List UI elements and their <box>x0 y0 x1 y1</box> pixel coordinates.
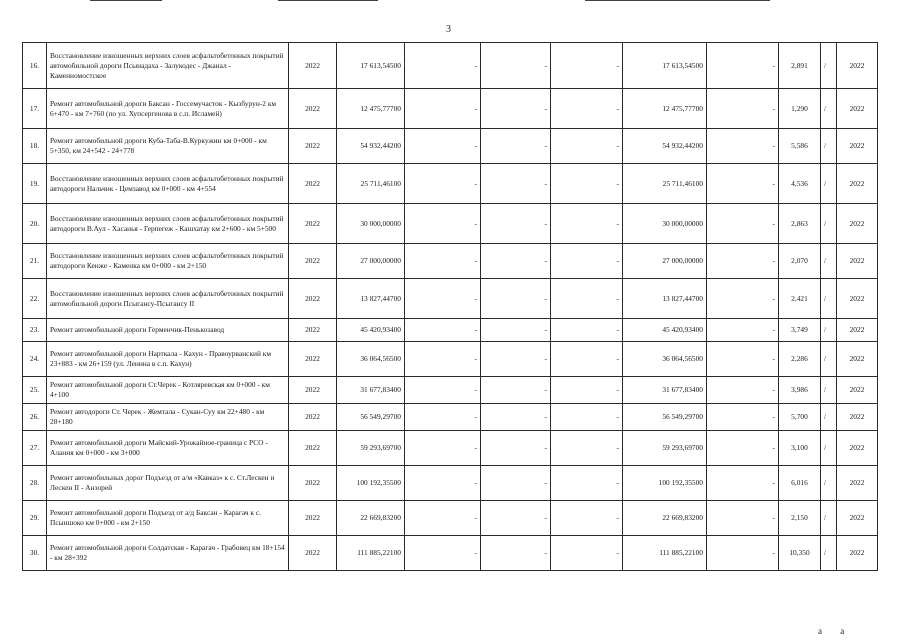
other-funds-cell: - <box>707 129 779 164</box>
total-cost-cell: 22 669,83200 <box>337 501 405 536</box>
road-fund-cell: 56 549,29700 <box>623 404 707 431</box>
total-cost-cell: 56 549,29700 <box>337 404 405 431</box>
completion-year-cell: 2022 <box>837 501 878 536</box>
length-km-cell: 2,286 <box>779 342 821 377</box>
length-km-cell: 3,986 <box>779 377 821 404</box>
federal-funds-cell: - <box>405 279 481 319</box>
separator-cell: / <box>821 244 837 279</box>
start-year-cell: 2022 <box>289 466 337 501</box>
total-cost-cell: 54 932,44200 <box>337 129 405 164</box>
length-km-cell: 3,100 <box>779 431 821 466</box>
total-cost-cell: 13 827,44700 <box>337 279 405 319</box>
local-funds-cell: - <box>551 164 623 204</box>
road-fund-cell: 27 000,00000 <box>623 244 707 279</box>
row-number-cell: 24. <box>23 342 47 377</box>
table-row <box>23 404 878 431</box>
completion-year-cell: 2022 <box>837 431 878 466</box>
completion-year-cell: 2022 <box>837 342 878 377</box>
other-funds-cell: - <box>707 43 779 89</box>
road-fund-cell: 45 420,93400 <box>623 319 707 342</box>
other-funds-cell: - <box>707 466 779 501</box>
regional-funds-cell: - <box>481 43 551 89</box>
other-funds-cell: - <box>707 279 779 319</box>
regional-funds-cell: - <box>481 279 551 319</box>
separator-cell: / <box>821 279 837 319</box>
federal-funds-cell: - <box>405 244 481 279</box>
start-year-cell: 2022 <box>289 377 337 404</box>
completion-year-cell: 2022 <box>837 404 878 431</box>
separator-cell: / <box>821 204 837 244</box>
other-funds-cell: - <box>707 204 779 244</box>
completion-year-cell: 2022 <box>837 129 878 164</box>
separator-cell: / <box>821 536 837 571</box>
length-km-cell: 2,421 <box>779 279 821 319</box>
start-year-cell: 2022 <box>289 43 337 89</box>
completion-year-cell: 2022 <box>837 164 878 204</box>
completion-year-cell: 2022 <box>837 89 878 129</box>
length-km-cell: 2,070 <box>779 244 821 279</box>
other-funds-cell: - <box>707 536 779 571</box>
table-row <box>23 129 878 164</box>
row-number-cell: 16. <box>23 43 47 89</box>
length-km-cell: 1,290 <box>779 89 821 129</box>
length-km-cell: 10,350 <box>779 536 821 571</box>
regional-funds-cell: - <box>481 319 551 342</box>
total-cost-cell: 12 475,77700 <box>337 89 405 129</box>
local-funds-cell: - <box>551 244 623 279</box>
table-row <box>23 204 878 244</box>
road-name-cell: Ремонт автодороги Ст. Черек - Жемтала - Сукан-Суу км 22+480 - км 28+180 <box>47 404 289 431</box>
start-year-cell: 2022 <box>289 319 337 342</box>
start-year-cell: 2022 <box>289 244 337 279</box>
length-km-cell: 3,749 <box>779 319 821 342</box>
federal-funds-cell: - <box>405 204 481 244</box>
row-number-cell: 26. <box>23 404 47 431</box>
other-funds-cell: - <box>707 501 779 536</box>
row-number-cell: 18. <box>23 129 47 164</box>
road-name-cell: Ремонт автомобильной дороги Герменчик-Пенькозавод <box>47 319 289 342</box>
separator-cell: / <box>821 129 837 164</box>
start-year-cell: 2022 <box>289 129 337 164</box>
length-km-cell: 2,863 <box>779 204 821 244</box>
road-fund-cell: 30 000,00000 <box>623 204 707 244</box>
table-body <box>23 43 878 571</box>
road-fund-cell: 100 192,35500 <box>623 466 707 501</box>
start-year-cell: 2022 <box>289 279 337 319</box>
road-name-cell: Ремонт автомобильной дороги Ст.Черек - Котляревская км 0+000 - км 4+100 <box>47 377 289 404</box>
road-fund-cell: 25 711,46100 <box>623 164 707 204</box>
row-number-cell: 17. <box>23 89 47 129</box>
total-cost-cell: 27 000,00000 <box>337 244 405 279</box>
completion-year-cell: 2022 <box>837 244 878 279</box>
road-fund-cell: 59 293,69700 <box>623 431 707 466</box>
table-row <box>23 536 878 571</box>
header-rule-left <box>90 0 162 1</box>
separator-cell: / <box>821 377 837 404</box>
federal-funds-cell: - <box>405 43 481 89</box>
total-cost-cell: 59 293,69700 <box>337 431 405 466</box>
federal-funds-cell: - <box>405 164 481 204</box>
completion-year-cell: 2022 <box>837 466 878 501</box>
other-funds-cell: - <box>707 89 779 129</box>
road-name-cell: Восстановление изношенных верхних слоев асфальтобетонных покрытий автодороги Кенже - Каменка км 0+000 - км 2+150 <box>47 244 289 279</box>
start-year-cell: 2022 <box>289 342 337 377</box>
regional-funds-cell: - <box>481 404 551 431</box>
start-year-cell: 2022 <box>289 89 337 129</box>
regional-funds-cell: - <box>481 377 551 404</box>
separator-cell: / <box>821 501 837 536</box>
separator-cell: / <box>821 43 837 89</box>
table-row <box>23 501 878 536</box>
table-row <box>23 279 878 319</box>
other-funds-cell: - <box>707 319 779 342</box>
regional-funds-cell: - <box>481 89 551 129</box>
local-funds-cell: - <box>551 43 623 89</box>
separator-cell: / <box>821 404 837 431</box>
start-year-cell: 2022 <box>289 536 337 571</box>
other-funds-cell: - <box>707 377 779 404</box>
road-fund-cell: 12 475,77700 <box>623 89 707 129</box>
total-cost-cell: 25 711,46100 <box>337 164 405 204</box>
road-fund-cell: 17 613,54500 <box>623 43 707 89</box>
regional-funds-cell: - <box>481 204 551 244</box>
road-name-cell: Ремонт автомобильной дороги Баксан - Госсемучасток - Кызбурун-2 км 6+470 - км 7+760 (по ул. Хупсергенова в с.п. Исламей) <box>47 89 289 129</box>
federal-funds-cell: - <box>405 501 481 536</box>
total-cost-cell: 100 192,35500 <box>337 466 405 501</box>
local-funds-cell: - <box>551 404 623 431</box>
road-name-cell: Ремонт автомобильной дороги Подъезд от а/д Баксан - Карагач к с. Псыншоко км 0+000 - км 2+150 <box>47 501 289 536</box>
length-km-cell: 5,586 <box>779 129 821 164</box>
road-name-cell: Восстановление изношенных верхних слоев асфальтобетонных покрытий автомобильной дороги Псыгансу-Псыгансу II <box>47 279 289 319</box>
row-number-cell: 28. <box>23 466 47 501</box>
road-name-cell: Ремонт автомобильной дороги Куба-Таба-В.Куркужин км 0+000 - км 5+350, км 24+542 - 24+778 <box>47 129 289 164</box>
start-year-cell: 2022 <box>289 431 337 466</box>
road-name-cell: Восстановление изношенных верхних слоев асфальтобетонных покрытий автомобильной дороги Псынадаха - Залукодес - Джанал - Каменномостское <box>47 43 289 89</box>
table-row <box>23 244 878 279</box>
separator-cell: / <box>821 164 837 204</box>
local-funds-cell: - <box>551 129 623 164</box>
table-row <box>23 342 878 377</box>
road-name-cell: Ремонт автомобильной дороги Солдатская - Карагач - Грабовец км 18+154 - км 28+392 <box>47 536 289 571</box>
separator-cell: / <box>821 319 837 342</box>
length-km-cell: 2,891 <box>779 43 821 89</box>
local-funds-cell: - <box>551 536 623 571</box>
completion-year-cell: 2022 <box>837 377 878 404</box>
regional-funds-cell: - <box>481 466 551 501</box>
federal-funds-cell: - <box>405 129 481 164</box>
length-km-cell: 2,150 <box>779 501 821 536</box>
table-row <box>23 164 878 204</box>
row-number-cell: 23. <box>23 319 47 342</box>
federal-funds-cell: - <box>405 536 481 571</box>
regional-funds-cell: - <box>481 342 551 377</box>
local-funds-cell: - <box>551 431 623 466</box>
local-funds-cell: - <box>551 466 623 501</box>
other-funds-cell: - <box>707 164 779 204</box>
completion-year-cell: 2022 <box>837 319 878 342</box>
separator-cell: / <box>821 342 837 377</box>
header-rule-middle <box>278 0 378 1</box>
table-row <box>23 377 878 404</box>
regional-funds-cell: - <box>481 244 551 279</box>
road-name-cell: Ремонт автомобильной дороги Майский-Урожайное-граница с РСО - Алания км 0+000 - км 3+000 <box>47 431 289 466</box>
length-km-cell: 5,700 <box>779 404 821 431</box>
road-fund-cell: 111 885,22100 <box>623 536 707 571</box>
regional-funds-cell: - <box>481 164 551 204</box>
local-funds-cell: - <box>551 342 623 377</box>
federal-funds-cell: - <box>405 342 481 377</box>
road-fund-cell: 31 677,83400 <box>623 377 707 404</box>
road-fund-cell: 22 669,83200 <box>623 501 707 536</box>
local-funds-cell: - <box>551 89 623 129</box>
completion-year-cell: 2022 <box>837 204 878 244</box>
completion-year-cell: 2022 <box>837 536 878 571</box>
local-funds-cell: - <box>551 319 623 342</box>
local-funds-cell: - <box>551 501 623 536</box>
table-row <box>23 43 878 89</box>
other-funds-cell: - <box>707 244 779 279</box>
road-name-cell: Ремонт автомобильных дорог Подъезд от а/м «Кавказ» к с. Ст.Лескен и Лескен II - Анзорей <box>47 466 289 501</box>
length-km-cell: 4,536 <box>779 164 821 204</box>
other-funds-cell: - <box>707 431 779 466</box>
row-number-cell: 19. <box>23 164 47 204</box>
row-number-cell: 22. <box>23 279 47 319</box>
length-km-cell: 6,016 <box>779 466 821 501</box>
total-cost-cell: 45 420,93400 <box>337 319 405 342</box>
federal-funds-cell: - <box>405 466 481 501</box>
separator-cell: / <box>821 89 837 129</box>
completion-year-cell: 2022 <box>837 279 878 319</box>
start-year-cell: 2022 <box>289 501 337 536</box>
local-funds-cell: - <box>551 279 623 319</box>
federal-funds-cell: - <box>405 377 481 404</box>
other-funds-cell: - <box>707 342 779 377</box>
road-name-cell: Ремонт автомобильной дороги Нарткала - Кахун - Правоурванский км 23+883 - км 26+159 (ул. Ленина в с.п. Кахун) <box>47 342 289 377</box>
road-name-cell: Восстановление изношенных верхних слоев асфальтобетонных покрытий автодороги В.Аул - Хасанья - Герпегеж - Кашхатау км 2+600 - км 5+500 <box>47 204 289 244</box>
federal-funds-cell: - <box>405 319 481 342</box>
row-number-cell: 29. <box>23 501 47 536</box>
start-year-cell: 2022 <box>289 204 337 244</box>
regional-funds-cell: - <box>481 536 551 571</box>
table-row <box>23 89 878 129</box>
table-row <box>23 466 878 501</box>
federal-funds-cell: - <box>405 431 481 466</box>
row-number-cell: 25. <box>23 377 47 404</box>
road-fund-cell: 13 827,44700 <box>623 279 707 319</box>
row-number-cell: 20. <box>23 204 47 244</box>
table-row <box>23 319 878 342</box>
separator-cell: / <box>821 466 837 501</box>
regional-funds-cell: - <box>481 501 551 536</box>
separator-cell: / <box>821 431 837 466</box>
total-cost-cell: 30 000,00000 <box>337 204 405 244</box>
road-name-cell: Восстановление изношенных верхних слоев асфальтобетонных покрытий автодороги Нальчик - Цемзавод км 0+000 - км 4+554 <box>47 164 289 204</box>
page-corner-mark: a a <box>818 626 853 636</box>
road-fund-cell: 36 064,56500 <box>623 342 707 377</box>
other-funds-cell: - <box>707 404 779 431</box>
regional-funds-cell: - <box>481 129 551 164</box>
total-cost-cell: 17 613,54500 <box>337 43 405 89</box>
table-row <box>23 431 878 466</box>
federal-funds-cell: - <box>405 89 481 129</box>
start-year-cell: 2022 <box>289 404 337 431</box>
local-funds-cell: - <box>551 377 623 404</box>
completion-year-cell: 2022 <box>837 43 878 89</box>
total-cost-cell: 31 677,83400 <box>337 377 405 404</box>
row-number-cell: 30. <box>23 536 47 571</box>
local-funds-cell: - <box>551 204 623 244</box>
road-repair-table <box>22 42 878 571</box>
start-year-cell: 2022 <box>289 164 337 204</box>
row-number-cell: 27. <box>23 431 47 466</box>
page-number: 3 <box>446 24 451 35</box>
total-cost-cell: 36 064,56500 <box>337 342 405 377</box>
federal-funds-cell: - <box>405 404 481 431</box>
road-fund-cell: 54 932,44200 <box>623 129 707 164</box>
total-cost-cell: 111 885,22100 <box>337 536 405 571</box>
row-number-cell: 21. <box>23 244 47 279</box>
header-rule-right <box>585 0 770 1</box>
regional-funds-cell: - <box>481 431 551 466</box>
